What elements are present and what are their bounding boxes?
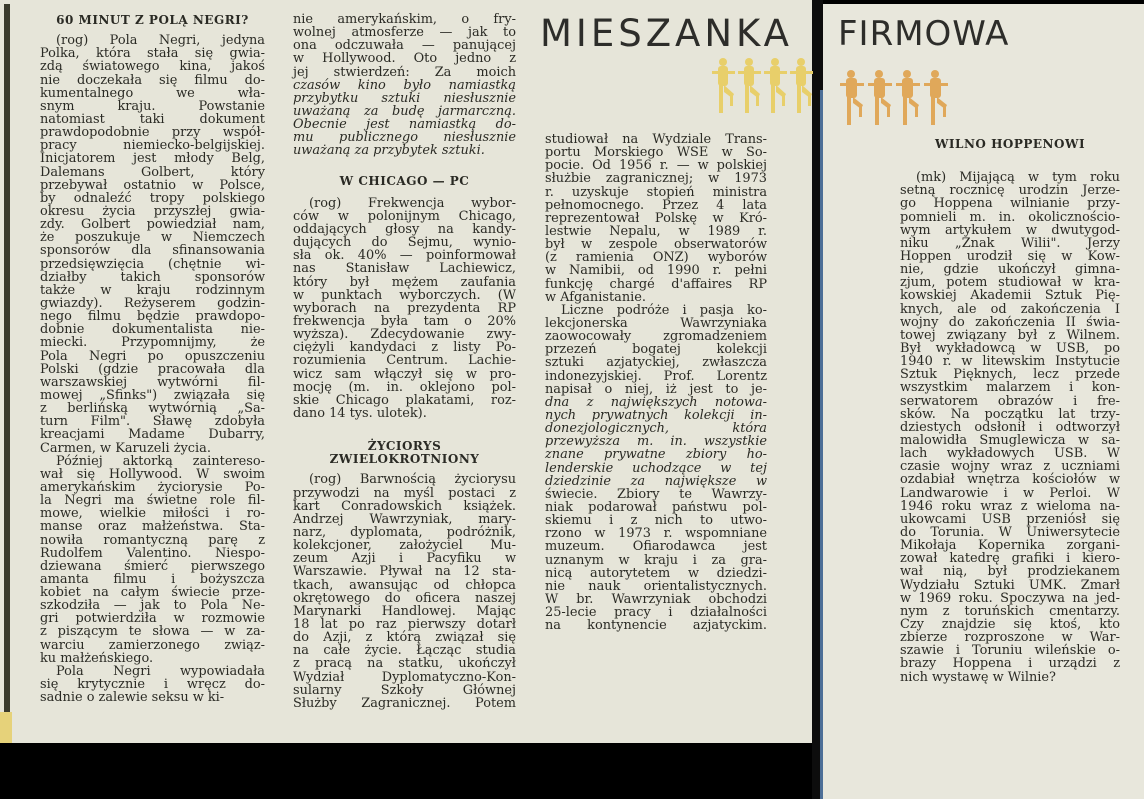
- text-line: lach wykładowych USB. W: [900, 446, 1120, 462]
- text-line: kolekcjoner, założyciel Mu-: [293, 538, 516, 554]
- text-line: by odnaleźć tropy polskiego: [40, 190, 265, 206]
- text-line: turn Film". Sławę zdobyła: [40, 414, 265, 430]
- text-line: lekcjonerska Wawrzyniaka: [545, 315, 767, 331]
- text-line: na kontynencie azjatyckim.: [545, 618, 767, 634]
- article-chicago-body: [293, 197, 516, 420]
- text-line: Polka, która stała się gwia-: [40, 46, 265, 62]
- text-line: funkcję chargé d'affaires RP: [545, 276, 767, 292]
- text-line: rzono w 1973 r. wspomniane: [545, 526, 767, 542]
- text-line: przybytku sztuki niesłusznie: [293, 90, 516, 106]
- masthead-right: FIRMOWA: [838, 14, 1010, 54]
- article-title-zyciorys-2: ZWIELOKROTNIONY: [329, 452, 480, 467]
- text-line: nie doczekała się filmu do-: [40, 72, 265, 88]
- text-line: Andrzej Wawrzyniak, mary-: [293, 511, 516, 527]
- text-line: przywodzi na myśl postaci z: [293, 485, 516, 501]
- text-line: wojny do zakończenia II świa-: [900, 314, 1120, 330]
- text-line: Polski (gdzie pracowała dla: [40, 361, 265, 377]
- text-line: Obecnie jest namiastką do-: [293, 117, 516, 133]
- text-line: niku „Znak Wilii". Jerzy: [900, 235, 1120, 251]
- text-line: jej stwierdzeń: Za moich: [293, 64, 516, 80]
- text-line: 1946 roku wraz z wieloma na-: [900, 498, 1120, 514]
- text-line: mocję (m. in. oklejono pol-: [293, 379, 516, 395]
- text-line: znane prywatne zbiory ho-: [545, 447, 767, 463]
- article-zyciorys-continued: [545, 133, 767, 632]
- text-line: Był wykładowcą w USB, po: [900, 340, 1120, 356]
- text-line: wolnej atmosferze — jak to: [293, 25, 516, 41]
- text-line: na całe życie. Łącząc studia: [293, 643, 516, 659]
- text-line: (rog) Pola Negri, jedyna: [56, 33, 265, 49]
- text-line: portu Morskiego WSE w So-: [545, 145, 767, 161]
- text-line: w punktach wyborczych. (W: [293, 287, 516, 303]
- text-line: snym kraju. Powstanie: [40, 98, 265, 114]
- text-line: Marynarki Handlowej. Mając: [293, 603, 516, 619]
- text-line: (mk) Mijającą w tym roku: [916, 170, 1120, 186]
- text-line: wyborach na prezydenta RP: [293, 300, 516, 316]
- text-line: wał się Hollywood. W swoim: [40, 466, 265, 482]
- text-line: skie Chicago plakatami, roz-: [293, 392, 516, 408]
- text-line: uznanym w kraju i za gra-: [545, 552, 767, 568]
- article-hoppen-body: [900, 171, 1120, 683]
- text-line: Liczne podróże i pasja ko-: [561, 302, 767, 318]
- text-line: narz, dyplomata, podróżnik,: [293, 524, 516, 540]
- text-line: Czy znajdzie się ktoś, kto: [900, 616, 1120, 632]
- text-line: który był mężem zaufania: [293, 274, 516, 290]
- text-line: Sztuk Pięknych, lecz przede: [900, 367, 1120, 383]
- text-line: Inicjatorem jest młody Belg,: [40, 151, 265, 167]
- text-line: kobiet na całym świecie prze-: [40, 585, 265, 601]
- article-zyciorys-body: [293, 473, 516, 710]
- text-line: sła ok. 40% — poinformował: [293, 248, 516, 264]
- text-line: go Hoppena wilnianie przy-: [900, 196, 1120, 212]
- text-line: towej związany był z Wilnem.: [900, 327, 1120, 343]
- article-hoppen: [900, 138, 1120, 684]
- text-line: przebywał ostatnio w Polsce,: [40, 177, 265, 193]
- text-line: zdy. Golbert powiedział nam,: [40, 217, 265, 233]
- text-line: nowiła romantyczną parę z: [40, 532, 265, 548]
- text-line: kreacjami Madame Dubarry,: [40, 427, 265, 443]
- page-edge-yellow: [0, 712, 12, 743]
- text-line: się krytycznie i wręcz do-: [40, 677, 265, 693]
- text-line: szawie i Toruniu wileńskie o-: [900, 643, 1120, 659]
- text-line: dziedzinie za największe w: [545, 473, 767, 489]
- text-line: reprezentował Polskę w Kró-: [545, 210, 767, 226]
- text-line: nie amerykańskim, o fry-: [293, 12, 516, 27]
- text-line: kumentalnego we wła-: [40, 85, 265, 101]
- text-line: lestwie Nepalu, w 1989 r.: [545, 223, 767, 239]
- text-line: dziestych odsłonił i odtworzył: [900, 419, 1120, 435]
- text-line: czasie wojny wraz z uczniami: [900, 459, 1120, 475]
- text-line: czasów kino było namiastką: [293, 77, 516, 93]
- text-line: mu publicznego niesłusznie: [293, 130, 516, 146]
- text-line: do Torunia. W Uniwersytecie: [900, 524, 1120, 540]
- text-line: muzeum. Ofiarodawca jest: [545, 539, 767, 555]
- text-line: nie nauk orientalistycznych.: [545, 578, 767, 594]
- text-line: nego filmu będzie prawdopo-: [40, 309, 265, 325]
- text-line: oddających głosy na kandy-: [293, 221, 516, 237]
- text-line: wym artykułem w dwutygod-: [900, 222, 1120, 238]
- text-line: ciężyli kandydaci z listy Po-: [293, 340, 516, 356]
- text-line: studiował na Wydziale Trans-: [545, 132, 767, 147]
- text-line: Warszawie. Pływał na 12 sta-: [293, 564, 516, 580]
- text-line: w 1969 roku. Spoczywa na jed-: [900, 590, 1120, 606]
- text-line: 25-lecie pracy i działalności: [545, 605, 767, 621]
- dancers-left: [710, 56, 814, 124]
- text-line: mowej „Sfinks") związała się: [40, 387, 265, 403]
- article-title-hoppen: WILNO HOPPENOWI: [934, 137, 1086, 151]
- text-line: Później aktorką zaintereso-: [56, 453, 265, 469]
- text-line: (rog) Frekwencja wybor-: [309, 195, 516, 211]
- text-line: setną rocznicę urodzin Jerze-: [900, 183, 1120, 199]
- text-line: Wydział Dyplomatyczno-Kon-: [293, 669, 516, 685]
- text-line: wyższa). Zdecydowanie zwy-: [293, 327, 516, 343]
- text-line: także w kraju rodzinnym: [40, 282, 265, 298]
- text-line: przedsięwzięcia (chętnie wi-: [40, 256, 265, 272]
- text-line: wicz sam włączył się w pro-: [293, 366, 516, 382]
- text-line: dna z największych notowa-: [545, 394, 767, 410]
- text-line: sków. Na początku lat trzy-: [900, 406, 1120, 422]
- text-line: Służby Zagranicznej. Potem: [293, 695, 516, 711]
- article-pola-negri-continued: [293, 13, 516, 158]
- text-line: w Namibii, od 1990 r. pełni: [545, 263, 767, 279]
- text-line: dobnie dokumentalista nie-: [40, 322, 265, 338]
- text-line: gwiazdy). Reżyserem godzin-: [40, 295, 265, 311]
- text-line: amerykańskim życiorysie Po-: [40, 479, 265, 495]
- text-line: frekwencja była tam o 20%: [293, 313, 516, 329]
- text-line: Mikołaja Kopernika zorgani-: [900, 538, 1120, 554]
- text-line: ona odczuwała — panującej: [293, 38, 516, 54]
- text-line: kowskiej Akademii Sztuk Pię-: [900, 288, 1120, 304]
- column-2: [293, 13, 516, 710]
- page-edge-shadow: [4, 4, 10, 714]
- column-3: [545, 133, 767, 632]
- text-line: la Negri ma świetne role fil-: [40, 493, 265, 509]
- text-line: przezeń bogatej kolekcji: [545, 342, 767, 358]
- article-title: 60 MINUT Z POLĄ NEGRI?: [56, 13, 249, 27]
- text-line: miecki. Przypomnijmy, że: [40, 335, 265, 351]
- text-line: serwatorem obrazów i fre-: [900, 393, 1120, 409]
- text-line: nie, gdzie ukończył gimna-: [900, 262, 1120, 278]
- text-line: nym z toruńskich cmentarzy.: [900, 603, 1120, 619]
- text-line: sztuki azjatyckiej, zwłaszcza: [545, 355, 767, 371]
- text-line: tkach, awansując od chłopca: [293, 577, 516, 593]
- text-line: gri potwierdziła w rozmowie: [40, 611, 265, 627]
- text-line: ku małżeńskiego.: [40, 650, 154, 666]
- text-line: amanta filmu i bożyszcza: [40, 571, 265, 587]
- text-line: działby takich sponsorów: [40, 269, 265, 285]
- text-line: z pracą na statku, ukończył: [293, 656, 516, 672]
- text-line: r. uzyskuje stopień ministra: [545, 184, 767, 200]
- text-line: wał nią, był prodziekanem: [900, 564, 1120, 580]
- text-line: manse oraz małżeństwa. Sta-: [40, 519, 265, 535]
- article-body: [40, 34, 265, 704]
- text-line: sularny Szkoły Głównej: [293, 682, 516, 698]
- text-line: Hoppen urodził się w Kow-: [900, 249, 1120, 264]
- text-line: uważaną za przybytek sztuki.: [293, 143, 485, 159]
- text-line: zbierze rozproszone w War-: [900, 630, 1120, 646]
- masthead-left: MIESZANKA: [540, 12, 793, 55]
- text-line: knych, ale od zakończenia I: [900, 301, 1120, 317]
- text-line: 1940 r. w litewskim Instytucie: [900, 354, 1120, 370]
- text-line: okrętowego do oficera naszej: [293, 590, 516, 606]
- text-line: że poszukuje w Niemczech: [40, 230, 265, 246]
- text-line: sponsorów dla sfinansowania: [40, 243, 265, 259]
- text-line: napisał o niej, iż jest to je-: [545, 381, 767, 397]
- text-line: pełnomocnego. Przez 4 lata: [545, 197, 767, 213]
- text-line: skiemu i z nich to utwo-: [545, 513, 767, 529]
- text-line: malowidła Smuglewicza w sa-: [900, 432, 1120, 448]
- text-line: z piszącym te słowa — w za-: [40, 624, 265, 640]
- text-line: przewyższa m. in. wszystkie: [545, 434, 767, 450]
- text-line: ozdabiał wnętrza kościołów w: [900, 472, 1120, 488]
- text-line: zaowocowały zgromadzeniem: [545, 329, 767, 345]
- dancers-right: [838, 68, 948, 134]
- text-line: lenderskie uchodzące w tej: [545, 460, 767, 476]
- text-line: (rog) Barwnością życiorysu: [309, 472, 516, 488]
- article-title-chicago: W CHICAGO — PC: [339, 173, 470, 188]
- text-line: brazy Hoppena i urządzi z: [900, 656, 1120, 672]
- text-line: mowe, wielkie miłości i ro-: [40, 506, 265, 522]
- text-line: wszystkim malarzem i kon-: [900, 380, 1120, 396]
- text-line: Wydziału Sztuki UMK. Zmarł: [900, 577, 1120, 593]
- text-line: w Afganistanie.: [545, 289, 646, 305]
- text-line: uważaną za budę jarmarczną.: [293, 103, 516, 119]
- text-line: sadnie o zalewie seksu w ki-: [40, 690, 225, 706]
- text-line: okresu życia przyszłej gwia-: [40, 203, 265, 219]
- text-line: W br. Wawrzyniak obchodzi: [545, 591, 767, 607]
- text-line: pocie. Od 1956 r. — w polskiej: [545, 158, 767, 174]
- dancing-figure-icon: [710, 56, 814, 120]
- text-line: pomnieli m. in. okolicznościo-: [900, 209, 1120, 225]
- text-line: do Azji, z którą związał się: [293, 630, 516, 646]
- text-line: nych prywatnych kolekcji in-: [545, 407, 767, 423]
- article-title-zyciorys-1: ŻYCIORYS: [367, 439, 442, 454]
- text-line: prawdopodobnie przy współ-: [40, 125, 265, 141]
- text-line: 18 lat po raz pierwszy dotarł: [293, 616, 516, 632]
- text-line: niak podarował państwu pol-: [545, 499, 767, 515]
- text-line: Landwarowie i w Perloi. W: [900, 485, 1120, 501]
- text-line: ukowcami USB przeniósł się: [900, 511, 1120, 527]
- text-line: nich wystawę w Wilnie?: [900, 669, 1056, 685]
- text-line: w Hollywood. Oto jedno z: [293, 51, 516, 67]
- text-line: warszawskiej wytwórni fil-: [40, 374, 265, 390]
- text-line: świecie. Zbiory te Wawrzy-: [545, 486, 767, 502]
- text-line: nas Stanisław Lachiewicz,: [293, 261, 516, 277]
- text-line: nicą autorytetem w dziedzi-: [545, 565, 767, 581]
- text-line: Pola Negri wypowiadała: [56, 663, 265, 679]
- text-line: natomiast taki dokument: [40, 112, 265, 127]
- text-line: donezjologicznych, która: [545, 421, 767, 437]
- text-line: zował katedrę grafiki i kiero-: [900, 551, 1120, 567]
- text-line: Rudolfem Valentino. Niespo-: [40, 545, 265, 561]
- text-line: dziewana śmierć pierwszego: [40, 558, 265, 574]
- text-line: z berlińską wytwórnią „Sa-: [40, 401, 265, 417]
- text-line: (z ramienia ONZ) wyborów: [545, 250, 767, 266]
- text-line: Carmen, w Karuzeli życia.: [40, 440, 211, 456]
- text-line: szkodziła — jak to Pola Ne-: [40, 598, 265, 614]
- text-line: ców w polonijnym Chicago,: [293, 208, 516, 224]
- text-line: warciu zamierzonego związ-: [40, 637, 265, 653]
- text-line: dujących do Sejmu, wynio-: [293, 235, 516, 251]
- text-line: zeum Azji i Pacyfiku w: [293, 551, 516, 567]
- text-line: dano 14 tys. ulotek).: [293, 405, 427, 421]
- text-line: indonezyjskiej. Prof. Lorentz: [545, 368, 767, 384]
- text-line: był w zespole obserwatorów: [545, 237, 767, 253]
- article-pola-negri: [40, 14, 265, 704]
- text-line: pracy niemiecko-belgijskiej.: [40, 138, 265, 154]
- text-line: służbie zagranicznej; w 1973: [545, 171, 767, 187]
- text-line: zjum, potem studiował w kra-: [900, 275, 1120, 291]
- text-line: Pola Negri po opuszczeniu: [40, 348, 265, 364]
- text-line: rozumienia Centrum. Lachie-: [293, 353, 516, 369]
- text-line: kart Conradowskich książek.: [293, 498, 516, 514]
- text-line: zdą światowego kina, jakoś: [40, 59, 265, 75]
- text-line: Dalemans Golbert, który: [40, 164, 265, 180]
- dancing-figure-icon: [838, 68, 948, 130]
